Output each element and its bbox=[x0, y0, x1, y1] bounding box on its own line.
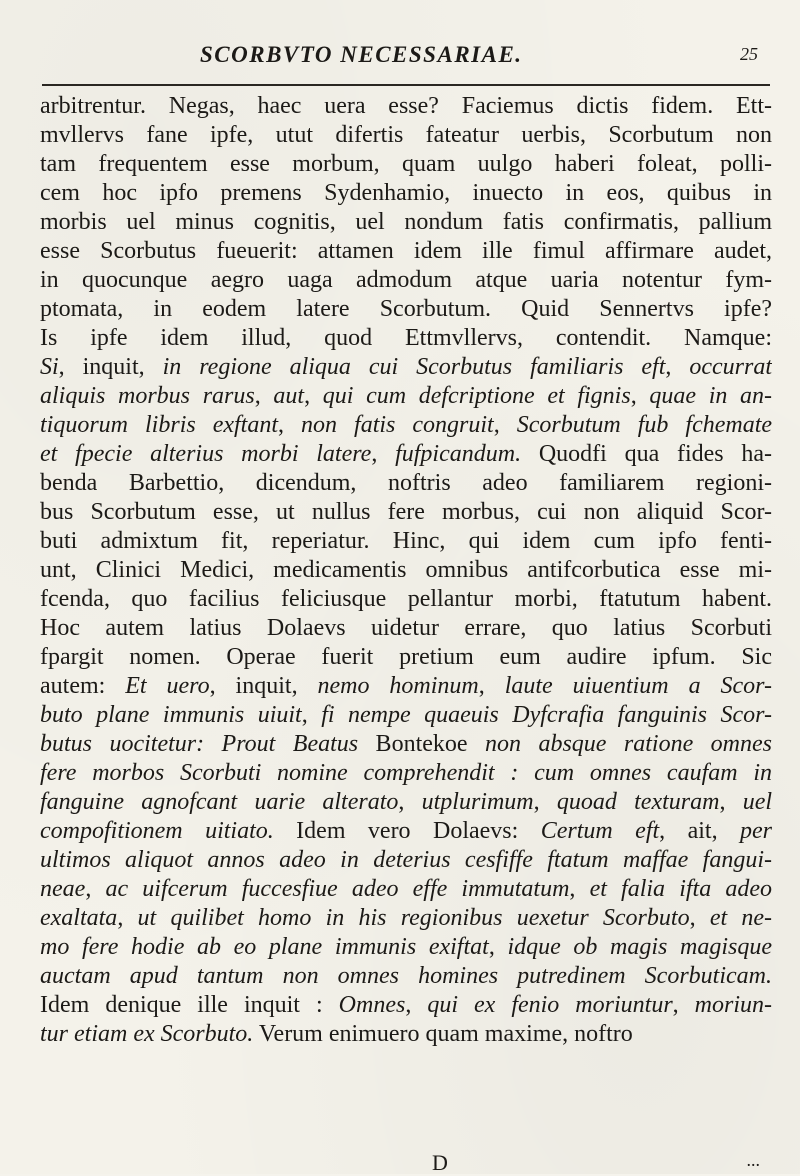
text-line bbox=[40, 875, 772, 904]
italic-run: qui cum defcriptione et fignis bbox=[322, 383, 631, 409]
text-line bbox=[40, 237, 772, 266]
text-line bbox=[40, 150, 772, 179]
italic-run: fi nempe quaeuis Dyfcrafia fanguinis Scor- bbox=[321, 702, 772, 728]
text-line bbox=[40, 527, 772, 556]
text-run: Quodfi qua fides ha- bbox=[521, 441, 772, 467]
italic-run: qui ex fenio moriuntur bbox=[427, 992, 673, 1018]
text-line bbox=[40, 730, 772, 759]
italic-run: neae bbox=[40, 876, 86, 902]
italic-run: tiquorum libris exftant bbox=[40, 412, 279, 438]
italic-run: aut bbox=[273, 383, 305, 409]
text-line bbox=[40, 411, 772, 440]
italic-run: non absque ratione omnes bbox=[485, 731, 772, 757]
italic-run: nemo hominum bbox=[317, 673, 479, 699]
text-run: , bbox=[533, 789, 557, 815]
text-run: , bbox=[569, 876, 590, 902]
text-line bbox=[40, 991, 772, 1020]
text-line bbox=[40, 92, 772, 121]
text-run: , bbox=[493, 412, 517, 438]
page-number: 25 bbox=[740, 44, 758, 64]
text-run: , bbox=[665, 354, 690, 380]
italic-run: auctam apud tantum non omnes homines putredinem Scorbuticam. bbox=[40, 963, 772, 989]
text-run: Hoc autem latius Dolaevs uidetur errare, quo latius Scorbuti bbox=[40, 615, 772, 641]
text-line bbox=[40, 962, 772, 991]
text-line bbox=[40, 469, 772, 498]
italic-run: aliquis morbus rarus bbox=[40, 383, 255, 409]
text-run: , bbox=[719, 789, 743, 815]
text-run: , bbox=[488, 934, 508, 960]
text-line bbox=[40, 121, 772, 150]
text-run: , bbox=[85, 876, 106, 902]
italic-run: et falia ifta adeo bbox=[589, 876, 772, 902]
text-line bbox=[40, 817, 772, 846]
italic-run: ac uifcerum fuccesfiue adeo effe immutatum bbox=[105, 876, 570, 902]
italic-run: quae in an- bbox=[649, 383, 772, 409]
italic-run: fufpicandum. bbox=[395, 441, 522, 467]
text-line bbox=[40, 788, 772, 817]
text-run: , bbox=[478, 673, 505, 699]
text-run: autem: bbox=[40, 673, 126, 699]
text-run: ptomata, in eodem latere Scorbutum. Quid Sennertvs ipfe? bbox=[40, 296, 772, 322]
text-line bbox=[40, 701, 772, 730]
text-run: , bbox=[278, 412, 302, 438]
text-line bbox=[40, 440, 772, 469]
text-line bbox=[40, 904, 772, 933]
italic-run: Et uero bbox=[125, 673, 210, 699]
text-run: Idem vero Dolaevs: bbox=[273, 818, 541, 844]
italic-run: mo fere hodie ab eo plane immunis exiftat bbox=[40, 934, 489, 960]
text-run: , bbox=[398, 789, 422, 815]
text-run: mvllervs fane ipfe, utut difertis fateatur uerbis, Scorbutum non bbox=[40, 122, 772, 148]
text-run: esse Scorbutus fueuerit: attamen idem ille fimul affirmare audet, bbox=[40, 238, 772, 264]
text-run: benda Barbettio, dicendum, noftris adeo familiarem regioni- bbox=[40, 470, 772, 496]
text-run: , ait, bbox=[659, 818, 740, 844]
italic-run: Omnes bbox=[338, 992, 406, 1018]
italic-run: non fatis congruit bbox=[301, 412, 494, 438]
italic-run: laute uiuentium a Scor- bbox=[504, 673, 772, 699]
text-line bbox=[40, 585, 772, 614]
text-run: Idem denique ille inquit : bbox=[40, 992, 339, 1018]
text-line bbox=[40, 846, 772, 875]
text-line bbox=[40, 1020, 772, 1049]
text-run: , bbox=[405, 992, 428, 1018]
italic-run: buto plane immunis uiuit bbox=[40, 702, 302, 728]
signature-mark: D bbox=[432, 1150, 448, 1175]
text-run: arbitrentur. Negas, haec uera esse? Faciemus dictis fidem. Ett- bbox=[40, 93, 772, 119]
body-text bbox=[40, 92, 772, 1049]
italic-run: exaltata bbox=[40, 905, 118, 931]
header-rule bbox=[42, 84, 770, 86]
text-run: , inquit, bbox=[58, 354, 163, 380]
italic-run: in regione aliqua cui Scorbutus familiaris eft bbox=[162, 354, 666, 380]
italic-run: tur etiam ex Scorbuto. bbox=[40, 1021, 254, 1047]
italic-run: Si bbox=[40, 354, 59, 380]
italic-run: uel bbox=[742, 789, 772, 815]
text-run: fpargit nomen. Operae fuerit pretium eum audire ipfum. Sic bbox=[40, 644, 772, 670]
text-line bbox=[40, 324, 772, 353]
text-run: cem hoc ipfo premens Sydenhamio, inuecto in eos, quibus in bbox=[40, 180, 772, 206]
text-run: , bbox=[117, 905, 138, 931]
italic-run: idque ob magis magisque bbox=[507, 934, 772, 960]
text-line bbox=[40, 295, 772, 324]
text-run: buti admixtum fit, reperiatur. Hinc, qui idem cum ipfo fenti- bbox=[40, 528, 772, 554]
italic-run: compofitionem uitiato. bbox=[40, 818, 274, 844]
italic-run: fere morbos Scorbuti nomine comprehendit : cum omnes caufam in bbox=[40, 760, 772, 786]
text-line bbox=[40, 643, 772, 672]
text-run: Verum enimuero quam maxime, noftro bbox=[253, 1021, 633, 1047]
text-line bbox=[40, 614, 772, 643]
text-line bbox=[40, 933, 772, 962]
italic-run: ut quilibet homo in his regionibus uexetur Scorbuto bbox=[137, 905, 690, 931]
text-run: fcenda, quo facilius feliciusque pellantur morbi, ftatutum habent. bbox=[40, 586, 772, 612]
text-line bbox=[40, 353, 772, 382]
italic-run: et fpecie alterius morbi latere bbox=[40, 441, 372, 467]
text-line bbox=[40, 208, 772, 237]
text-run: , bbox=[672, 992, 695, 1018]
italic-run: ultimos aliquot annos adeo in deterius cesfiffe ftatum maffae fangui- bbox=[40, 847, 772, 873]
text-run: , bbox=[301, 702, 322, 728]
text-run: Bontekoe bbox=[358, 731, 485, 757]
italic-run: Scorbutum fub fchemate bbox=[516, 412, 772, 438]
text-line bbox=[40, 266, 772, 295]
italic-run: per bbox=[740, 818, 772, 844]
italic-run: butus uocitetur: Prout Beatus bbox=[40, 731, 359, 757]
text-line bbox=[40, 672, 772, 701]
text-run: , bbox=[304, 383, 323, 409]
italic-run: et ne- bbox=[709, 905, 772, 931]
text-run: morbis uel minus cognitis, uel nondum fatis confirmatis, pallium bbox=[40, 209, 772, 235]
text-line bbox=[40, 179, 772, 208]
text-run: in quocunque aegro uaga admodum atque uaria notentur fym- bbox=[40, 267, 772, 293]
text-line bbox=[40, 759, 772, 788]
text-line bbox=[40, 382, 772, 411]
text-run: , bbox=[254, 383, 274, 409]
italic-run: utplurimum bbox=[421, 789, 534, 815]
text-line bbox=[40, 498, 772, 527]
text-run: , bbox=[630, 383, 650, 409]
text-run: tam frequentem esse morbum, quam uulgo haberi foleat, polli- bbox=[40, 151, 772, 177]
italic-run: fanguine agnofcant uarie alterato bbox=[40, 789, 399, 815]
italic-run: occurrat bbox=[689, 354, 772, 380]
italic-run: moriun- bbox=[694, 992, 772, 1018]
text-line bbox=[40, 556, 772, 585]
italic-run: quoad texturam bbox=[556, 789, 720, 815]
italic-run: Certum eft bbox=[540, 818, 660, 844]
running-head bbox=[0, 42, 800, 72]
text-run: , bbox=[371, 441, 396, 467]
text-run: unt, Clinici Medici, medicamentis omnibus antifcorbutica esse mi- bbox=[40, 557, 772, 583]
text-run: , bbox=[689, 905, 710, 931]
catchword: ... bbox=[746, 1150, 760, 1170]
text-run: Is ipfe idem illud, quod Ettmvllervs, contendit. Namque: bbox=[40, 325, 772, 351]
text-run: bus Scorbutum esse, ut nullus fere morbus, cui non aliquid Scor- bbox=[40, 499, 772, 525]
text-run: , inquit, bbox=[209, 673, 318, 699]
running-title: SCORBVTO NECESSARIAE. bbox=[200, 42, 523, 67]
